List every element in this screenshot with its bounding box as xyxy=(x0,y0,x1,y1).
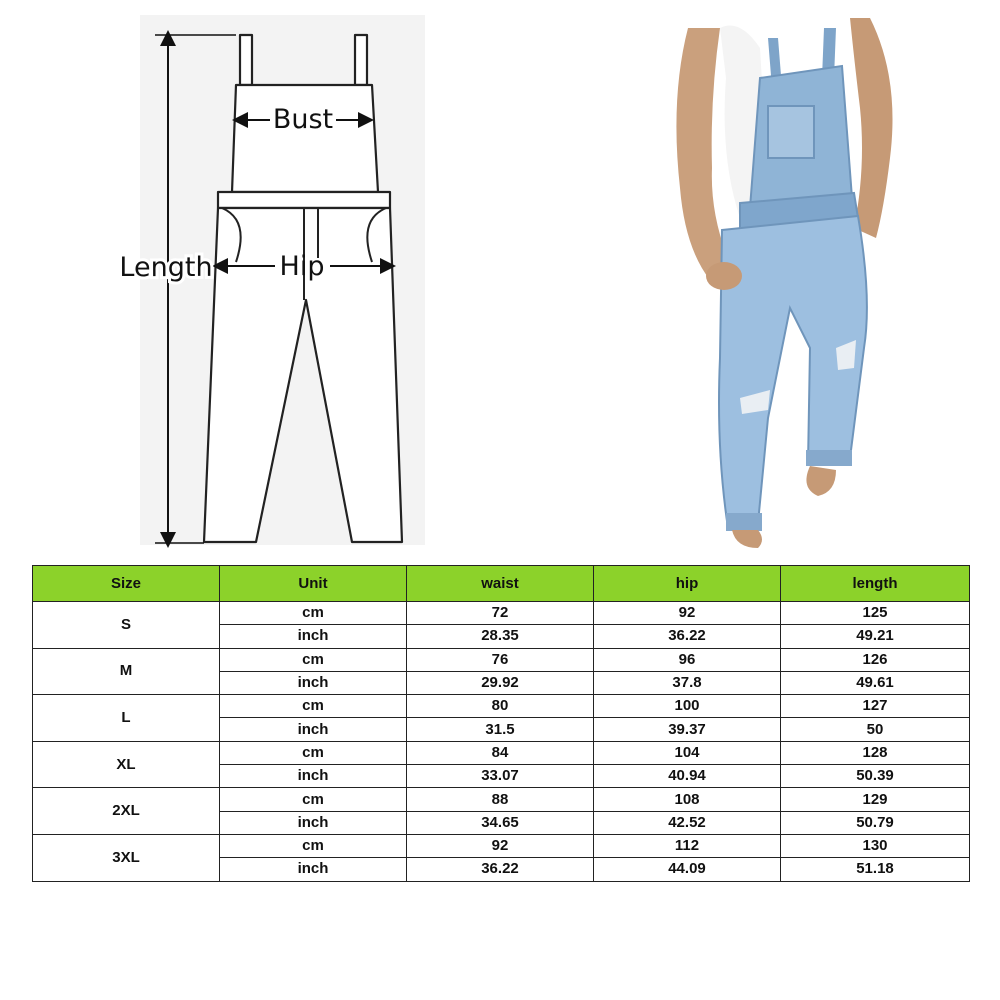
hip-cell: 100 xyxy=(594,695,781,718)
overalls-sketch xyxy=(0,0,560,560)
size-chart-table xyxy=(32,565,970,882)
length-cell: 51.18 xyxy=(781,858,970,881)
unit-cell: cm xyxy=(220,834,407,857)
size-cell: S xyxy=(33,602,220,649)
table-row xyxy=(33,695,970,718)
length-cell: 127 xyxy=(781,695,970,718)
table-row xyxy=(33,788,970,811)
hip-cell: 96 xyxy=(594,648,781,671)
length-cell: 130 xyxy=(781,834,970,857)
waist-cell: 34.65 xyxy=(407,811,594,834)
length-cell: 50.39 xyxy=(781,765,970,788)
waist-cell: 88 xyxy=(407,788,594,811)
header-size: Size xyxy=(33,566,220,602)
unit-cell: inch xyxy=(220,625,407,648)
unit-cell: cm xyxy=(220,695,407,718)
hip-cell: 104 xyxy=(594,741,781,764)
table-row xyxy=(33,834,970,857)
waist-cell: 84 xyxy=(407,741,594,764)
table-row xyxy=(33,602,970,625)
table-header-row xyxy=(33,566,970,602)
waist-cell: 33.07 xyxy=(407,765,594,788)
length-cell: 126 xyxy=(781,648,970,671)
hip-cell: 39.37 xyxy=(594,718,781,741)
size-cell: L xyxy=(33,695,220,742)
header-unit: Unit xyxy=(220,566,407,602)
unit-cell: cm xyxy=(220,741,407,764)
waist-cell: 29.92 xyxy=(407,671,594,694)
waist-cell: 36.22 xyxy=(407,858,594,881)
hip-cell: 92 xyxy=(594,602,781,625)
size-cell: XL xyxy=(33,741,220,788)
size-cell: 3XL xyxy=(33,834,220,881)
length-cell: 129 xyxy=(781,788,970,811)
length-cell: 49.21 xyxy=(781,625,970,648)
header-length: length xyxy=(781,566,970,602)
header-hip: hip xyxy=(594,566,781,602)
hip-cell: 112 xyxy=(594,834,781,857)
size-cell: M xyxy=(33,648,220,695)
denim-overalls-illustration xyxy=(640,18,940,558)
length-cell: 128 xyxy=(781,741,970,764)
unit-cell: inch xyxy=(220,811,407,834)
unit-cell: cm xyxy=(220,602,407,625)
waist-cell: 31.5 xyxy=(407,718,594,741)
waist-cell: 76 xyxy=(407,648,594,671)
bust-label: Bust xyxy=(272,104,334,135)
table-row xyxy=(33,741,970,764)
hip-cell: 108 xyxy=(594,788,781,811)
measurement-diagram xyxy=(0,0,560,560)
unit-cell: inch xyxy=(220,671,407,694)
hip-cell: 42.52 xyxy=(594,811,781,834)
length-cell: 50.79 xyxy=(781,811,970,834)
hip-cell: 37.8 xyxy=(594,671,781,694)
hip-cell: 36.22 xyxy=(594,625,781,648)
hip-cell: 40.94 xyxy=(594,765,781,788)
table-row xyxy=(33,648,970,671)
header-waist: waist xyxy=(407,566,594,602)
unit-cell: inch xyxy=(220,858,407,881)
waist-cell: 72 xyxy=(407,602,594,625)
length-cell: 49.61 xyxy=(781,671,970,694)
waist-cell: 92 xyxy=(407,834,594,857)
unit-cell: cm xyxy=(220,648,407,671)
length-cell: 50 xyxy=(781,718,970,741)
model-photo xyxy=(640,18,940,558)
size-cell: 2XL xyxy=(33,788,220,835)
waist-cell: 28.35 xyxy=(407,625,594,648)
hip-cell: 44.09 xyxy=(594,858,781,881)
unit-cell: cm xyxy=(220,788,407,811)
length-cell: 125 xyxy=(781,602,970,625)
waist-cell: 80 xyxy=(407,695,594,718)
length-label: Length xyxy=(119,252,213,283)
hip-label: Hip xyxy=(279,251,325,282)
unit-cell: inch xyxy=(220,765,407,788)
unit-cell: inch xyxy=(220,718,407,741)
